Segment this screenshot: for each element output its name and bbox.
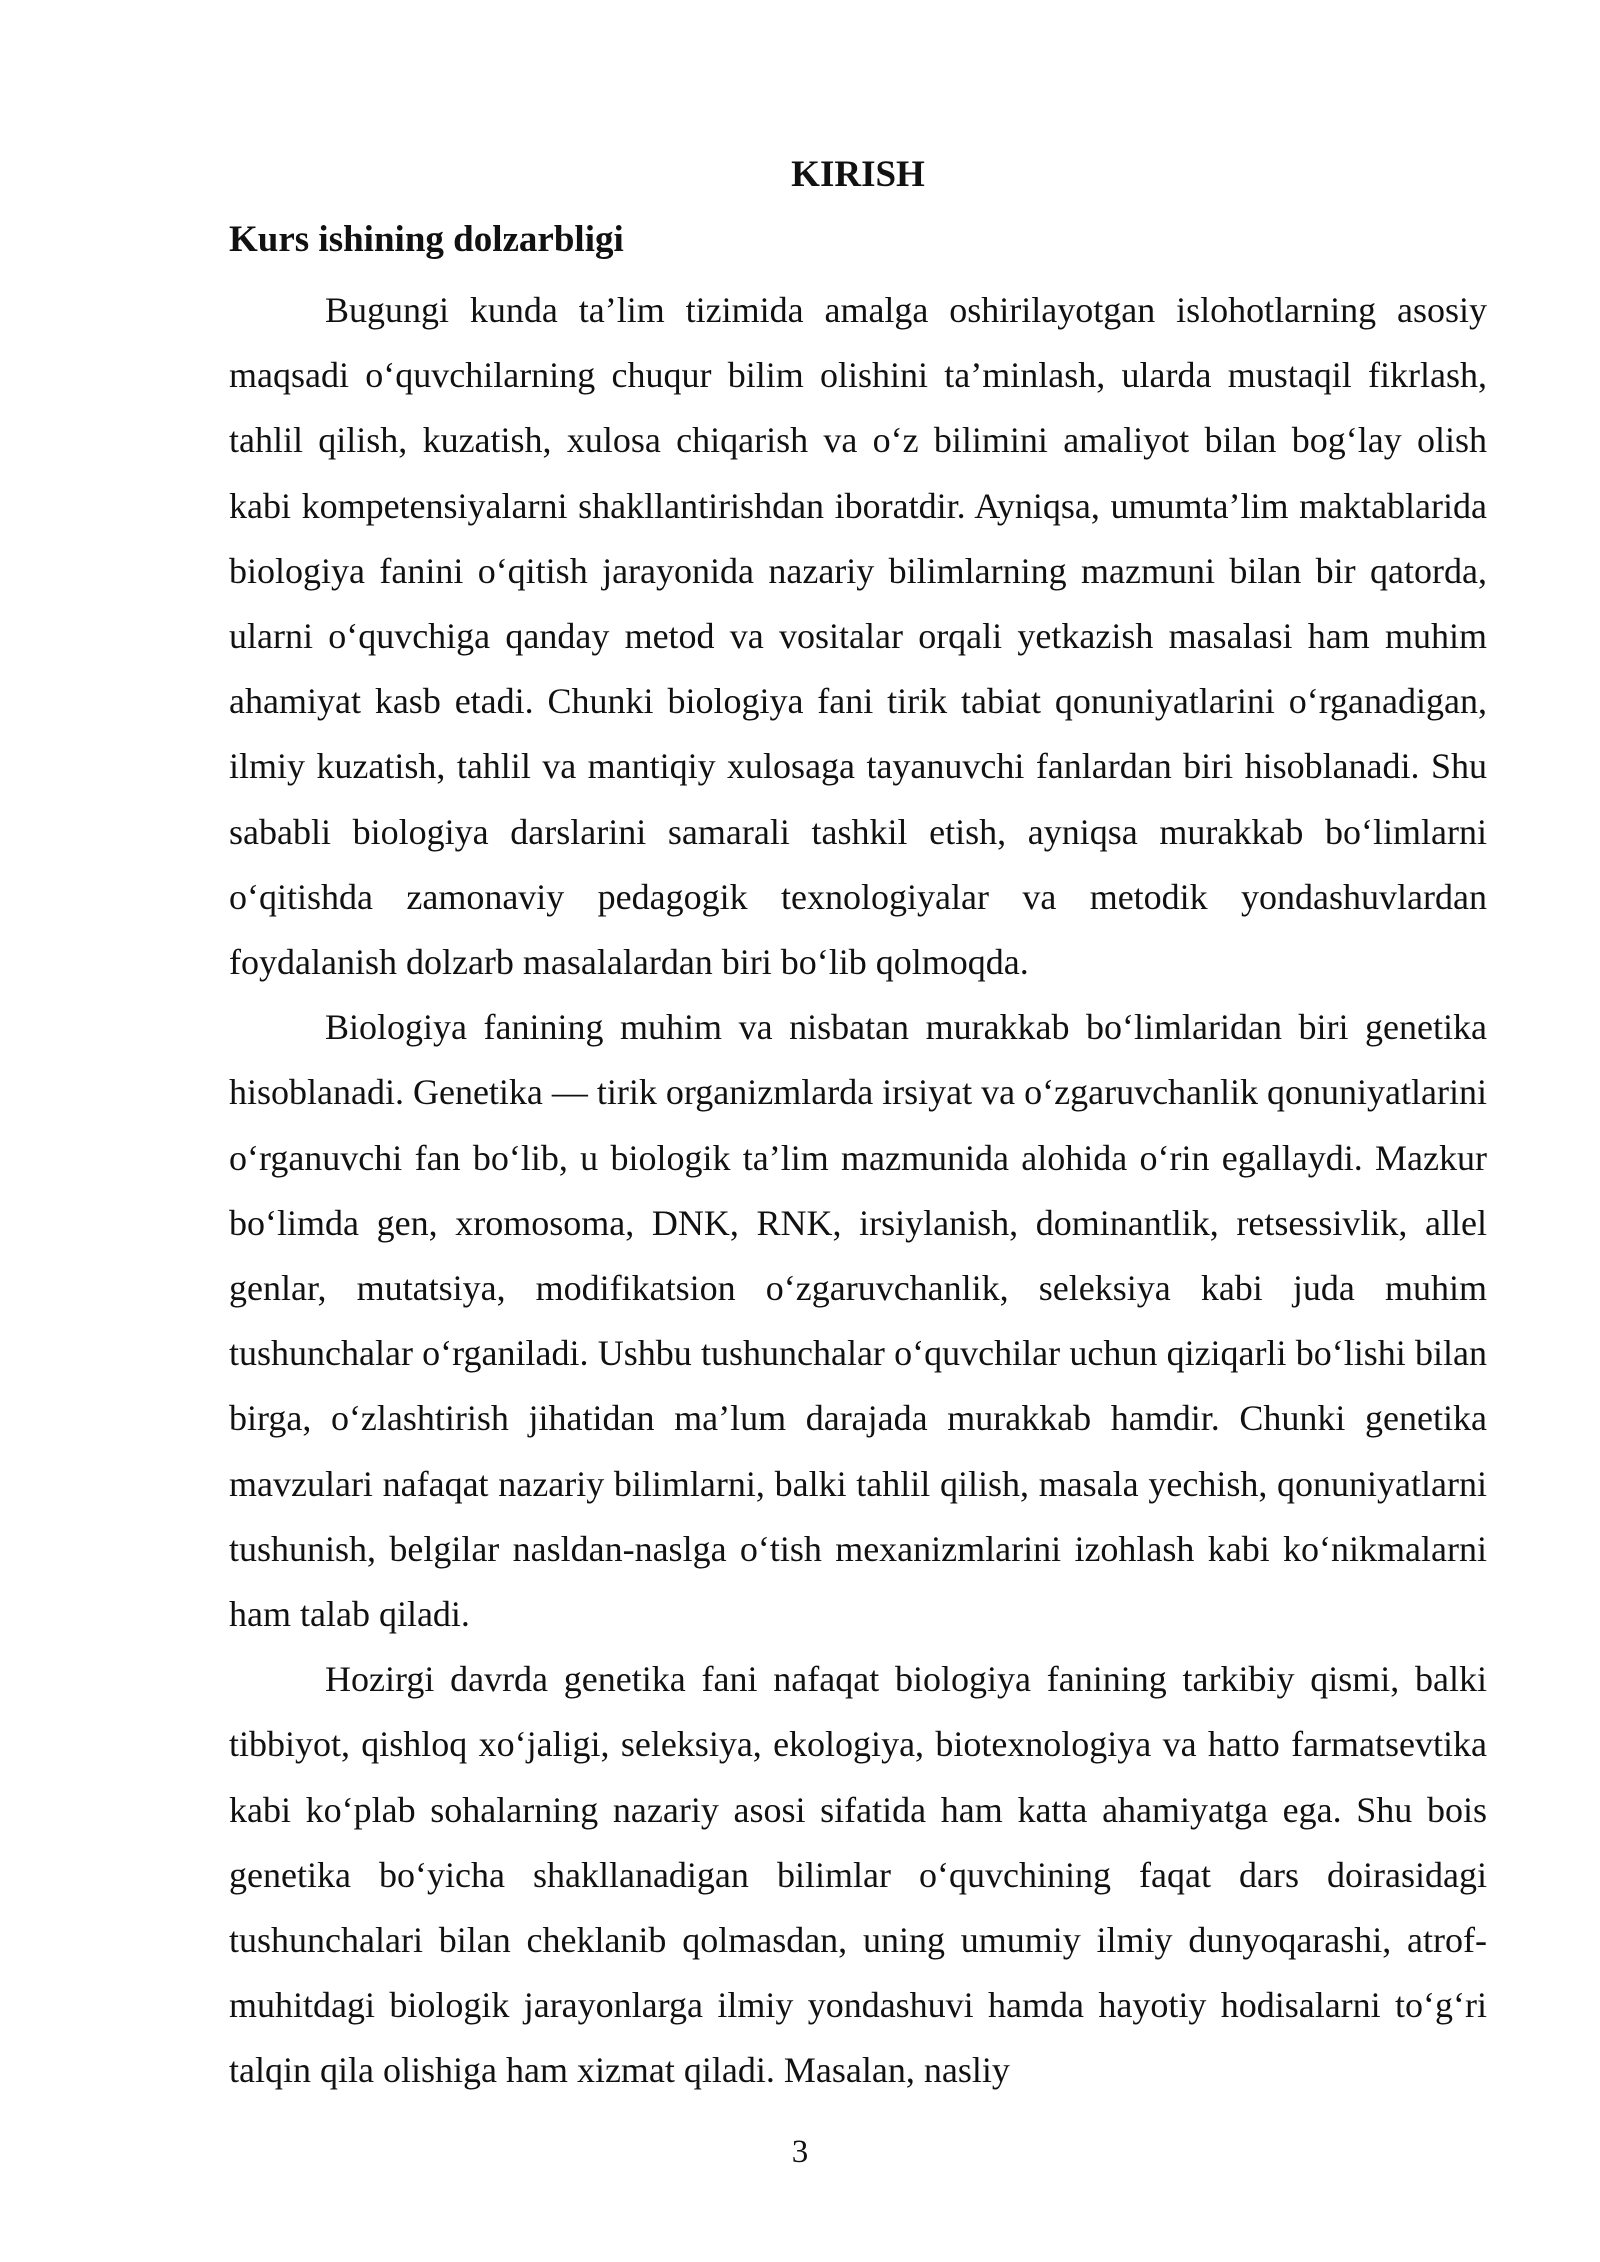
paragraph-3: Hozirgi davrda genetika fani nafaqat biologiya fanining tarkibiy qismi, balki tibbiyot, qishloq xo‘jaligi, seleksiya, ekologiya, biotexnologiya va hatto farmatsevtika kabi ko‘plab sohalarning nazariy asosi sifatida ham katta ahamiyatga ega. Shu bois genetika bo‘yicha shakllanadigan bilimlar o‘quvchining faqat dars doirasidagi tushunchalari bilan cheklanib qolmasdan, uning umumiy ilmiy dunyoqarashi, atrof-muhitdagi biologik jarayonlarga ilmiy yondashuvi hamda hayotiy hodisalarni to‘g‘ri talqin qila olishiga ham xizmat qiladi. Masalan, nasliy <box>229 1659 1487 2091</box>
page-title: KIRISH <box>791 154 925 195</box>
page-content <box>229 148 1487 2104</box>
paragraph-2: Biologiya fanining muhim va nisbatan murakkab bo‘limlaridan biri genetika hisoblanadi. Genetika — tirik organizmlarda irsiyat va o‘zgaruvchanlik qonuniyatlarini o‘rganuvchi fan bo‘lib, u biologik ta’lim mazmunida alohida o‘rin egallaydi. Mazkur bo‘limda gen, xromosoma, DNK, RNK, irsiylanish, dominantlik, retsessivlik, allel genlar, mutatsiya, modifikatsion o‘zgaruvchanlik, seleksiya kabi juda muhim tushunchalar o‘rganiladi. Ushbu tushunchalar o‘quvchilar uchun qiziqarli bo‘lishi bilan birga, o‘zlashtirish jihatidan ma’lum darajada murakkab hamdir. Chunki genetika mavzulari nafaqat nazariy bilimlarni, balki tahlil qilish, masala yechish, qonuniyatlarni tushunish, belgilar nasldan-naslga o‘tish mexanizmlarini izohlash kabi ko‘nikmalarni ham talab qiladi. <box>229 1007 1487 1635</box>
section-heading: Kurs ishining dolzarbligi <box>229 219 624 260</box>
page-number: 3 <box>791 2134 809 2170</box>
paragraph-1: Bugungi kunda ta’lim tizimida amalga oshirilayotgan islohotlarning asosiy maqsadi o‘quvchilarning chuqur bilim olishini ta’minlash, ularda mustaqil fikrlash, tahlil qilish, kuzatish, xulosa chiqarish va o‘z bilimini amaliyot bilan bog‘lay olish kabi kompetensiyalarni shakllantirishdan iboratdir. Ayniqsa, umumta’lim maktablarida biologiya fanini o‘qitish jarayonida nazariy bilimlarning mazmuni bilan bir qatorda, ularni o‘quvchiga qanday metod va vositalar orqali yetkazish masalasi ham muhim ahamiyat kasb etadi. Chunki biologiya fani tirik tabiat qonuniyatlarini o‘rganadigan, ilmiy kuzatish, tahlil va mantiqiy xulosaga tayanuvchi fanlardan biri hisoblanadi. Shu sababli biologiya darslarini samarali tashkil etish, ayniqsa murakkab bo‘limlarni o‘qitishda zamonaviy pedagogik texnologiyalar va metodik yondashuvlardan foydalanish dolzarb masalalardan biri bo‘lib qolmoqda. <box>229 290 1487 983</box>
